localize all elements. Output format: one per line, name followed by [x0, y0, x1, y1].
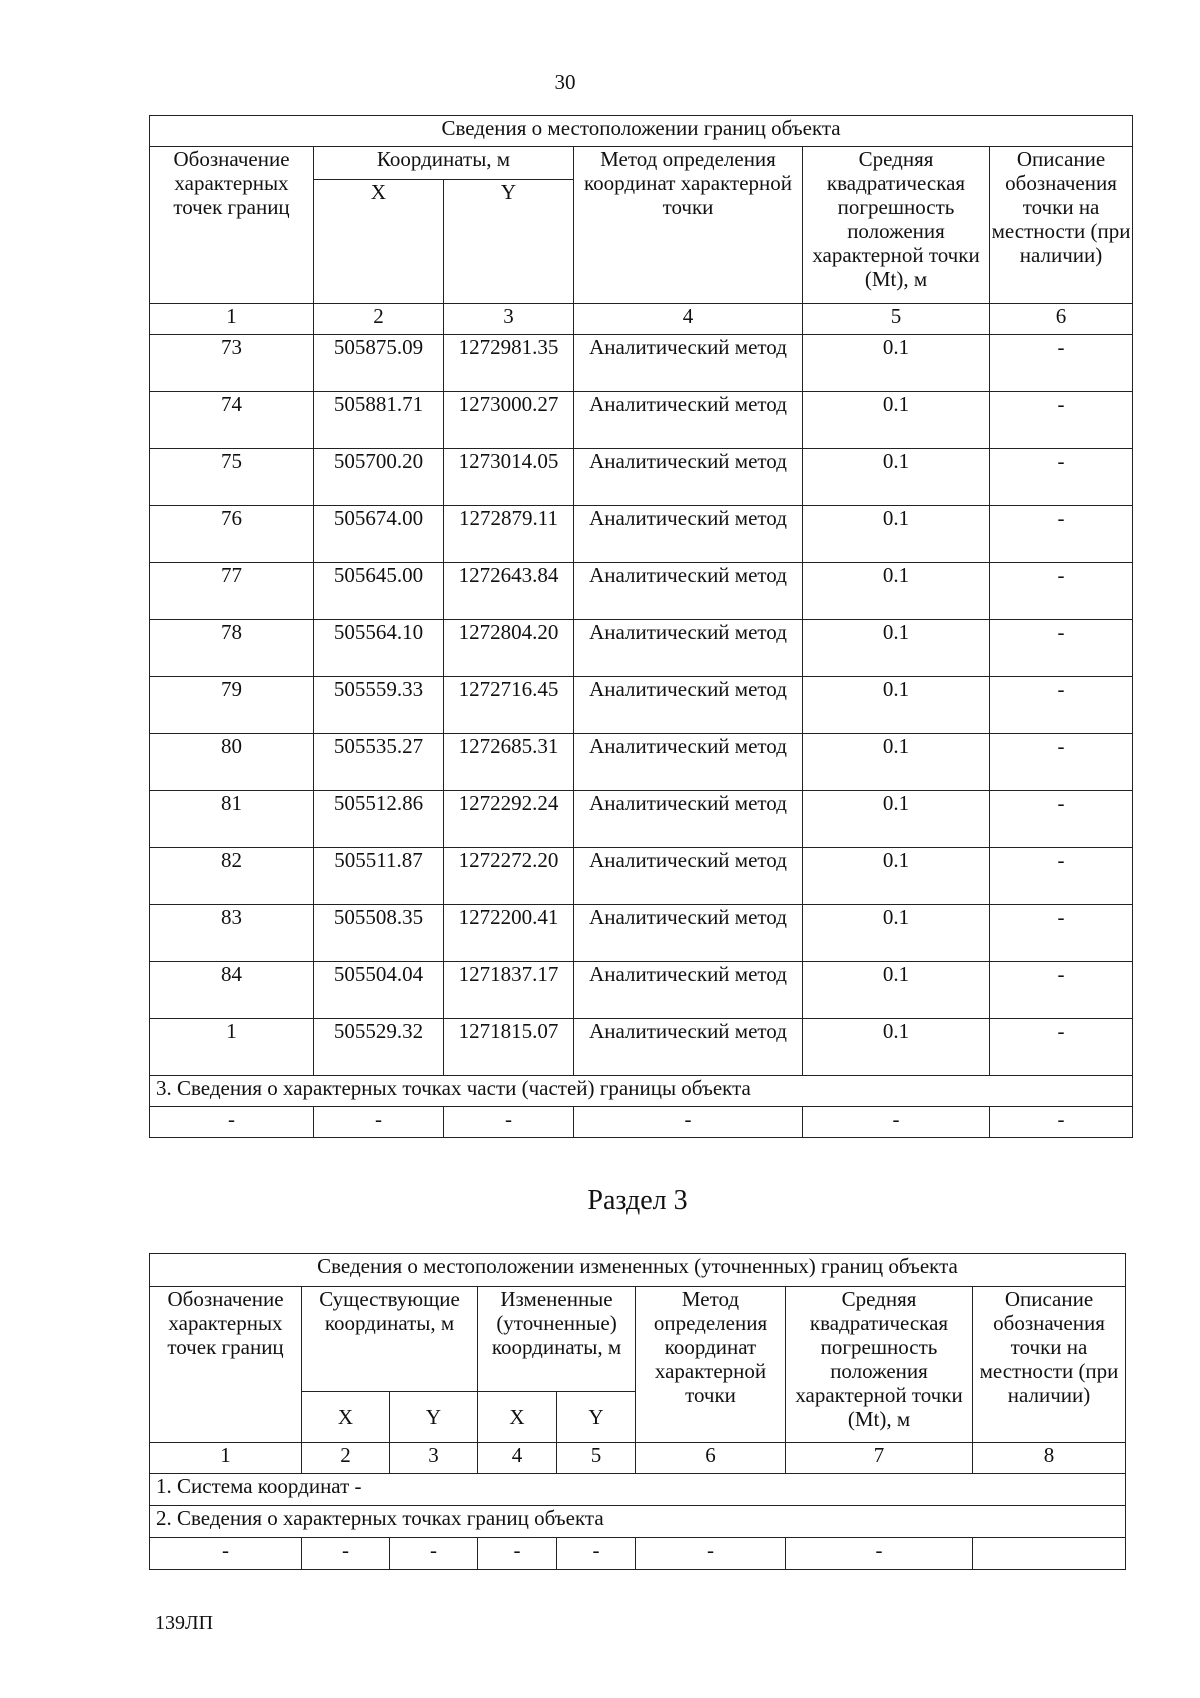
cell-point: 74 [150, 392, 314, 449]
table-row [150, 506, 1133, 563]
column-number: 4 [478, 1443, 557, 1474]
table-cell: - [786, 1538, 973, 1570]
cell-point: 80 [150, 734, 314, 791]
cell-point: 83 [150, 905, 314, 962]
header-changed-y: Y [557, 1392, 636, 1443]
column-number: 2 [314, 304, 444, 335]
header-description: Описание обозначения точки на местности (при наличии) [990, 147, 1133, 304]
column-number: 1 [150, 304, 314, 335]
header-existing-y: Y [390, 1392, 478, 1443]
cell-method: Аналитический метод [574, 1019, 803, 1076]
header-mean-error: Средняя квадратическая погрешность положения характерной точки (Mt), м [786, 1287, 973, 1443]
section-2-row [150, 1506, 1126, 1538]
section-3-row [150, 1076, 1133, 1107]
table-cell: - [390, 1538, 478, 1570]
cell-description: - [990, 677, 1133, 734]
table-row [150, 1019, 1133, 1076]
cell-y: 1272292.24 [444, 791, 574, 848]
cell-y: 1271837.17 [444, 962, 574, 1019]
cell-y: 1273014.05 [444, 449, 574, 506]
column-numbers-row [150, 1443, 1126, 1474]
cell-x: 505700.20 [314, 449, 444, 506]
cell-x: 505559.33 [314, 677, 444, 734]
table-title: Сведения о местоположении границ объекта [150, 116, 1133, 147]
cell-point: 84 [150, 962, 314, 1019]
cell-x: 505535.27 [314, 734, 444, 791]
cell-x: 505511.87 [314, 848, 444, 905]
cell-description: - [990, 905, 1133, 962]
cell-x: 505512.86 [314, 791, 444, 848]
table-row [150, 620, 1133, 677]
cell-point: 76 [150, 506, 314, 563]
cell-error: 0.1 [803, 392, 990, 449]
table-row [150, 848, 1133, 905]
column-number: 5 [803, 304, 990, 335]
table-cell: - [150, 1538, 302, 1570]
header-y: Y [444, 180, 574, 304]
cell-x: 505645.00 [314, 563, 444, 620]
cell-point: 81 [150, 791, 314, 848]
header-point-designation: Обозначение характерных точек границ [150, 147, 314, 304]
document-code: 139ЛП [155, 1612, 214, 1634]
column-numbers-row [150, 304, 1133, 335]
cell-error: 0.1 [803, 563, 990, 620]
cell-method: Аналитический метод [574, 962, 803, 1019]
column-number: 7 [786, 1443, 973, 1474]
cell-y: 1273000.27 [444, 392, 574, 449]
cell-description: - [990, 506, 1133, 563]
section-title: Раздел 3 [587, 1185, 688, 1216]
cell-y: 1272981.35 [444, 335, 574, 392]
cell-y: 1271815.07 [444, 1019, 574, 1076]
header-coordinates: Координаты, м [314, 147, 574, 180]
cell-method: Аналитический метод [574, 905, 803, 962]
cell-error: 0.1 [803, 449, 990, 506]
cell-error: 0.1 [803, 335, 990, 392]
table-row [150, 392, 1133, 449]
table-cell: - [150, 1107, 314, 1138]
table-cell: - [803, 1107, 990, 1138]
cell-x: 505875.09 [314, 335, 444, 392]
cell-method: Аналитический метод [574, 449, 803, 506]
header-description: Описание обозначения точки на местности (при наличии) [973, 1287, 1126, 1443]
header-changed-x: X [478, 1392, 557, 1443]
cell-description: - [990, 962, 1133, 1019]
cell-error: 0.1 [803, 848, 990, 905]
cell-y: 1272879.11 [444, 506, 574, 563]
cell-y: 1272716.45 [444, 677, 574, 734]
cell-point: 75 [150, 449, 314, 506]
table-cell: - [314, 1107, 444, 1138]
section-3-values-row [150, 1107, 1133, 1138]
table-cell: - [478, 1538, 557, 1570]
cell-y: 1272643.84 [444, 563, 574, 620]
header-mean-error: Средняя квадратическая погрешность положения характерной точки (Mt), м [803, 147, 990, 304]
table-cell: - [636, 1538, 786, 1570]
cell-y: 1272272.20 [444, 848, 574, 905]
cell-error: 0.1 [803, 905, 990, 962]
cell-method: Аналитический метод [574, 791, 803, 848]
header-x: X [314, 180, 444, 304]
cell-description: - [990, 392, 1133, 449]
cell-x: 505508.35 [314, 905, 444, 962]
cell-description: - [990, 1019, 1133, 1076]
cell-description: - [990, 848, 1133, 905]
column-number: 6 [990, 304, 1133, 335]
cell-error: 0.1 [803, 677, 990, 734]
header-method: Метод определения координат характерной точки [574, 147, 803, 304]
table-row [150, 734, 1133, 791]
cell-method: Аналитический метод [574, 677, 803, 734]
cell-method: Аналитический метод [574, 506, 803, 563]
section-1-label: 1. Система координат - [150, 1474, 1126, 1506]
page-number: 30 [554, 70, 576, 94]
column-number: 3 [444, 304, 574, 335]
cell-y: 1272685.31 [444, 734, 574, 791]
table-row [150, 962, 1133, 1019]
cell-point: 77 [150, 563, 314, 620]
header-point-designation: Обозначение характерных точек границ [150, 1287, 302, 1443]
column-number: 5 [557, 1443, 636, 1474]
cell-x: 505564.10 [314, 620, 444, 677]
column-number: 6 [636, 1443, 786, 1474]
table-cell: - [444, 1107, 574, 1138]
cell-description: - [990, 734, 1133, 791]
table-row [150, 449, 1133, 506]
header-existing-x: X [302, 1392, 390, 1443]
header-method: Метод определения координат характерной точки [636, 1287, 786, 1443]
cell-x: 505529.32 [314, 1019, 444, 1076]
cell-y: 1272804.20 [444, 620, 574, 677]
cell-description: - [990, 335, 1133, 392]
cell-method: Аналитический метод [574, 392, 803, 449]
boundary-location-table [149, 115, 1133, 1138]
cell-error: 0.1 [803, 506, 990, 563]
cell-error: 0.1 [803, 791, 990, 848]
table-cell [973, 1538, 1126, 1570]
cell-method: Аналитический метод [574, 335, 803, 392]
column-number: 2 [302, 1443, 390, 1474]
cell-error: 0.1 [803, 1019, 990, 1076]
cell-point: 1 [150, 1019, 314, 1076]
cell-method: Аналитический метод [574, 848, 803, 905]
cell-y: 1272200.41 [444, 905, 574, 962]
header-changed-coordinates: Измененные (уточненные) координаты, м [478, 1287, 636, 1392]
section-2-label: 2. Сведения о характерных точках границ объекта [150, 1506, 1126, 1538]
column-number: 8 [973, 1443, 1126, 1474]
table-row [150, 791, 1133, 848]
cell-method: Аналитический метод [574, 620, 803, 677]
cell-error: 0.1 [803, 620, 990, 677]
cell-point: 78 [150, 620, 314, 677]
cell-description: - [990, 791, 1133, 848]
cell-point: 73 [150, 335, 314, 392]
table-row [150, 335, 1133, 392]
cell-error: 0.1 [803, 962, 990, 1019]
table-title: Сведения о местоположении измененных (уточненных) границ объекта [150, 1254, 1126, 1287]
section-3-label: 3. Сведения о характерных точках части (частей) границы объекта [150, 1076, 1133, 1107]
header-existing-coordinates: Существующие координаты, м [302, 1287, 478, 1392]
section-1-row [150, 1474, 1126, 1506]
cell-point: 82 [150, 848, 314, 905]
table-cell: - [574, 1107, 803, 1138]
table-cell: - [557, 1538, 636, 1570]
column-number: 1 [150, 1443, 302, 1474]
cell-description: - [990, 449, 1133, 506]
table-row [150, 563, 1133, 620]
changed-boundaries-table [149, 1253, 1126, 1570]
cell-point: 79 [150, 677, 314, 734]
cell-error: 0.1 [803, 734, 990, 791]
cell-x: 505881.71 [314, 392, 444, 449]
table-row [150, 677, 1133, 734]
cell-method: Аналитический метод [574, 734, 803, 791]
section-2-values-row [150, 1538, 1126, 1570]
table-cell: - [302, 1538, 390, 1570]
cell-x: 505674.00 [314, 506, 444, 563]
cell-description: - [990, 563, 1133, 620]
column-number: 4 [574, 304, 803, 335]
cell-method: Аналитический метод [574, 563, 803, 620]
cell-description: - [990, 620, 1133, 677]
column-number: 3 [390, 1443, 478, 1474]
cell-x: 505504.04 [314, 962, 444, 1019]
table-cell: - [990, 1107, 1133, 1138]
table-row [150, 905, 1133, 962]
